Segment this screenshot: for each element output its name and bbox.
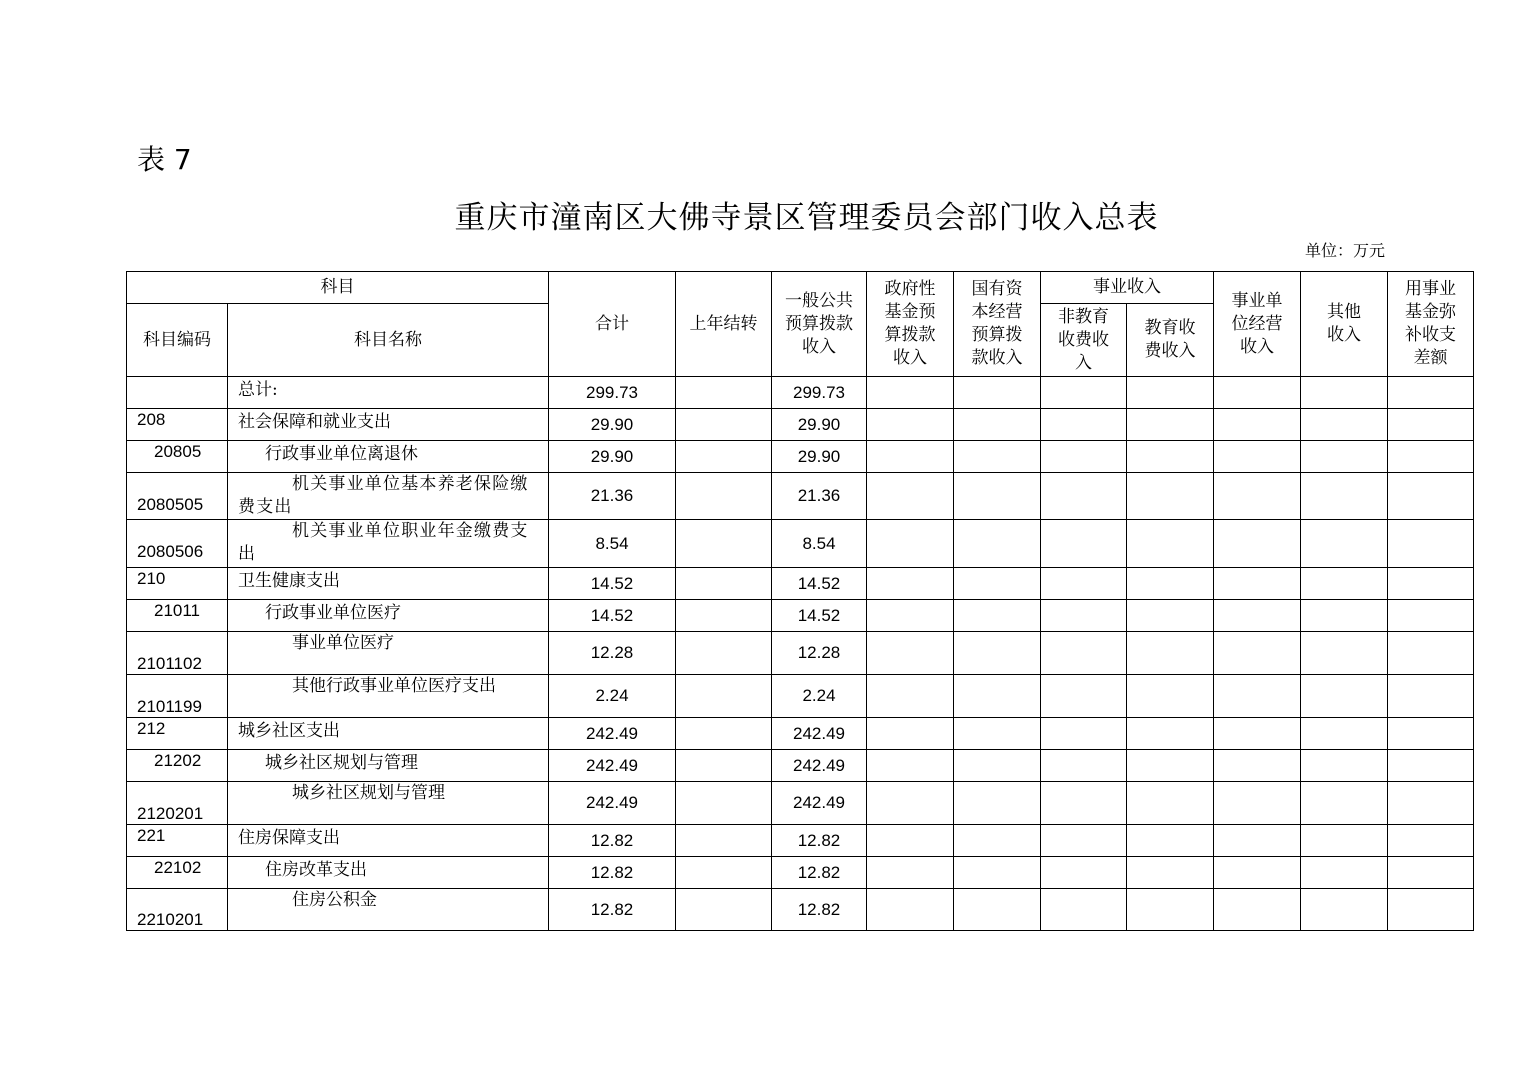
carryover-cell xyxy=(676,675,772,718)
table-row xyxy=(127,782,1520,825)
total-cell: 242.49 xyxy=(549,718,676,750)
general-cell: 12.28 xyxy=(772,632,867,675)
document-title: 重庆市潼南区大佛寺景区管理委员会部门收入总表 xyxy=(454,200,1159,236)
general-cell: 29.90 xyxy=(772,441,867,473)
table-row xyxy=(127,889,1520,931)
header-edu-fee: 教育收费收入 xyxy=(1127,304,1214,377)
table-row xyxy=(127,473,1520,520)
total-cell: 14.52 xyxy=(549,568,676,600)
header-total: 合计 xyxy=(549,272,676,377)
header-carryover: 上年结转 xyxy=(676,272,772,377)
general-cell: 14.52 xyxy=(772,600,867,632)
total-cell: 12.82 xyxy=(549,889,676,931)
carryover-cell xyxy=(676,825,772,857)
total-cell: 21.36 xyxy=(549,473,676,520)
header-gov-fund: 政府性基金预算拨款收入 xyxy=(867,272,954,377)
name-cell: 城乡社区规划与管理 xyxy=(228,782,549,825)
table-row xyxy=(127,857,1520,889)
general-cell: 299.73 xyxy=(772,377,867,409)
total-cell: 242.49 xyxy=(549,782,676,825)
general-cell: 21.36 xyxy=(772,473,867,520)
general-cell: 242.49 xyxy=(772,718,867,750)
table-row xyxy=(127,377,1520,409)
general-cell: 242.49 xyxy=(772,750,867,782)
header-state-capital: 国有资本经营预算拨款收入 xyxy=(954,272,1041,377)
table-number: 表 7 xyxy=(137,143,192,176)
code-cell: 221 xyxy=(127,825,228,857)
header-fund-offset: 用事业基金弥补收支差额 xyxy=(1388,272,1474,377)
code-cell: 2080506 xyxy=(127,520,228,568)
name-cell: 机关事业单位基本养老保险缴费支出 xyxy=(228,473,549,520)
header-unit-operating: 事业单位经营收入 xyxy=(1214,272,1301,377)
general-cell: 14.52 xyxy=(772,568,867,600)
total-cell: 8.54 xyxy=(549,520,676,568)
carryover-cell xyxy=(676,889,772,931)
total-cell: 29.90 xyxy=(549,409,676,441)
total-cell: 299.73 xyxy=(549,377,676,409)
name-cell: 城乡社区规划与管理 xyxy=(228,750,549,782)
general-cell: 29.90 xyxy=(772,409,867,441)
carryover-cell xyxy=(676,473,772,520)
table-row xyxy=(127,520,1520,568)
code-cell: 2101199 xyxy=(127,675,228,718)
carryover-cell xyxy=(676,782,772,825)
header-row-1 xyxy=(127,272,1520,304)
total-cell: 2.24 xyxy=(549,675,676,718)
name-cell: 住房公积金 xyxy=(228,889,549,931)
header-general-budget: 一般公共预算拨款收入 xyxy=(772,272,867,377)
code-cell: 212 xyxy=(127,718,228,750)
table-row xyxy=(127,825,1520,857)
carryover-cell xyxy=(676,441,772,473)
name-cell: 住房改革支出 xyxy=(228,857,549,889)
table-row xyxy=(127,750,1520,782)
name-cell: 事业单位医疗 xyxy=(228,632,549,675)
code-cell: 22102 xyxy=(127,857,228,889)
table-row xyxy=(127,409,1520,441)
carryover-cell xyxy=(676,377,772,409)
total-cell: 12.28 xyxy=(549,632,676,675)
general-cell: 242.49 xyxy=(772,782,867,825)
carryover-cell xyxy=(676,750,772,782)
name-cell: 卫生健康支出 xyxy=(228,568,549,600)
income-summary-table xyxy=(126,271,1520,931)
table-row xyxy=(127,600,1520,632)
header-subject: 科目 xyxy=(127,272,549,304)
name-cell: 行政事业单位医疗 xyxy=(228,600,549,632)
header-name: 科目名称 xyxy=(228,304,549,377)
total-cell: 12.82 xyxy=(549,857,676,889)
total-cell: 14.52 xyxy=(549,600,676,632)
carryover-cell xyxy=(676,520,772,568)
table-row xyxy=(127,632,1520,675)
unit-label: 单位：万元 xyxy=(1305,241,1386,260)
header-code: 科目编码 xyxy=(127,304,228,377)
code-cell xyxy=(127,377,228,409)
code-cell: 2210201 xyxy=(127,889,228,931)
general-cell: 12.82 xyxy=(772,857,867,889)
carryover-cell xyxy=(676,857,772,889)
table-row xyxy=(127,718,1520,750)
name-cell: 机关事业单位职业年金缴费支出 xyxy=(228,520,549,568)
code-cell: 2101102 xyxy=(127,632,228,675)
name-cell: 行政事业单位离退休 xyxy=(228,441,549,473)
total-cell: 29.90 xyxy=(549,441,676,473)
general-cell: 8.54 xyxy=(772,520,867,568)
carryover-cell xyxy=(676,718,772,750)
carryover-cell xyxy=(676,568,772,600)
code-cell: 21011 xyxy=(127,600,228,632)
name-cell: 其他行政事业单位医疗支出 xyxy=(228,675,549,718)
name-cell: 住房保障支出 xyxy=(228,825,549,857)
carryover-cell xyxy=(676,600,772,632)
total-cell: 242.49 xyxy=(549,750,676,782)
header-business-income: 事业收入 xyxy=(1041,272,1214,304)
general-cell: 12.82 xyxy=(772,889,867,931)
code-cell: 21202 xyxy=(127,750,228,782)
table-row xyxy=(127,675,1520,718)
carryover-cell xyxy=(676,409,772,441)
code-cell: 210 xyxy=(127,568,228,600)
table-row xyxy=(127,568,1520,600)
carryover-cell xyxy=(676,632,772,675)
header-other-income: 其他收入 xyxy=(1301,272,1388,377)
code-cell: 208 xyxy=(127,409,228,441)
code-cell: 2120201 xyxy=(127,782,228,825)
name-cell: 城乡社区支出 xyxy=(228,718,549,750)
header-non-edu-fee: 非教育收费收入 xyxy=(1041,304,1127,377)
general-cell: 2.24 xyxy=(772,675,867,718)
table-row xyxy=(127,441,1520,473)
code-cell: 20805 xyxy=(127,441,228,473)
name-cell: 社会保障和就业支出 xyxy=(228,409,549,441)
total-cell: 12.82 xyxy=(549,825,676,857)
general-cell: 12.82 xyxy=(772,825,867,857)
code-cell: 2080505 xyxy=(127,473,228,520)
name-cell: 总计: xyxy=(228,377,549,409)
